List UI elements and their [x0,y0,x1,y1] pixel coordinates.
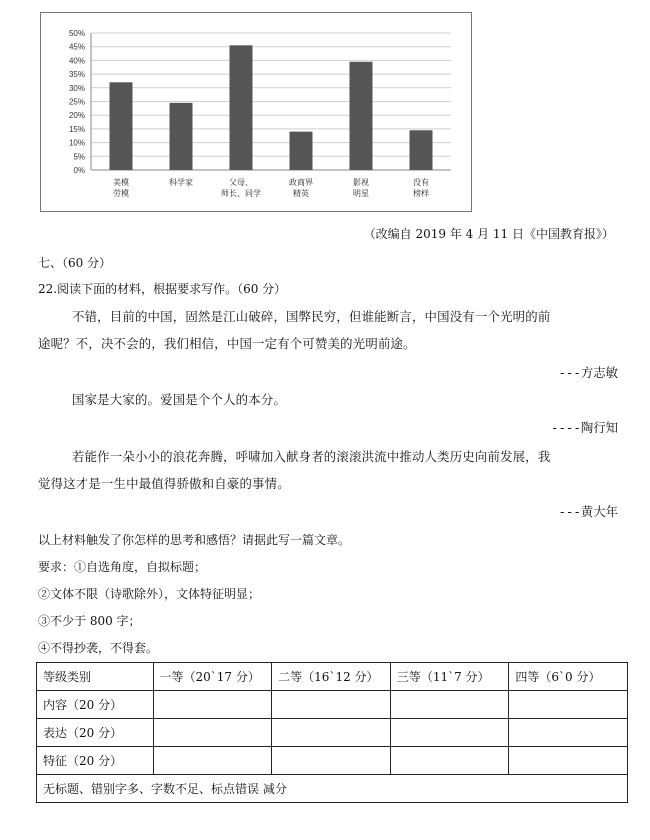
bar [110,82,133,170]
requirement-2: ②文体不限（诗歌除外），文体特征明显； [38,587,261,601]
bar [230,45,253,170]
quote-2 [38,390,618,410]
source-note: （改编自 2019 年 4 月 11 日《中国教育报》） [363,227,614,241]
grading-cell [272,747,391,775]
grading-header-cell: 一等（20`17 分） [153,663,272,691]
grading-cell [153,719,272,747]
grading-table [36,662,628,803]
grading-row [37,747,628,775]
question-heading: 22.阅读下面的材料，根据要求写作。（60 分） [38,282,287,296]
grading-header-cell: 四等（6`0 分） [509,663,628,691]
quote-2-line-1: 国家是大家的。爱国是个个人的本分。 [72,392,287,407]
grading-cell [390,747,509,775]
x-tick-label: 影视明星 [353,178,369,198]
y-tick-label: 15% [68,124,85,134]
y-tick-label: 45% [68,42,85,52]
grading-footer-row [37,775,628,803]
grading-row-label: 表达（20 分） [37,719,154,747]
requirement-1: 要求：①自选角度，自拟标题； [38,560,207,574]
x-tick-label: 科学家 [169,178,193,187]
x-tick-label: 美模劳模 [113,178,129,198]
y-tick-label: 30% [68,83,85,93]
quote-3 [38,447,618,491]
y-tick-label: 50% [68,29,85,38]
y-tick-label: 10% [68,138,85,148]
grading-header-cell: 三等（11`7 分） [390,663,509,691]
quote-1 [38,307,618,351]
requirement-3: ③不少于 800 字； [38,614,141,628]
bar [290,132,313,170]
grading-cell [390,719,509,747]
x-tick-label: 没有榜样 [413,178,429,198]
grading-row-label: 内容（20 分） [37,691,154,719]
prompt-text: 以上材料触发了你怎样的思考和感悟？请据此写一篇文章。 [38,533,351,547]
y-tick-label: 5% [73,152,85,162]
x-tick-label: 政商界精英 [289,178,313,198]
grading-cell [272,691,391,719]
y-tick-label: 25% [68,97,85,107]
x-tick-label: 父母、师长、同学 [221,178,261,198]
quote-2-author: ----陶行知 [550,420,618,435]
section-heading: 七、（60 分） [38,256,112,270]
quote-3-line-1: 若能作一朵小小的浪花奔腾，呼啸加入献身者的滚滚洪流中推动人类历史向前发展，我 [72,449,551,464]
grading-header-cell: 等级类别 [37,663,154,691]
chart-canvas [41,13,471,211]
grading-cell [153,747,272,775]
bar-chart [40,12,472,212]
grading-cell [509,691,628,719]
bar [170,103,193,170]
y-tick-label: 40% [68,56,85,66]
quote-1-line-1: 不错，目前的中国，固然是江山破碎，国弊民穷，但谁能断言，中国没有一个光明的前 [72,309,551,324]
grading-cell [153,691,272,719]
grading-cell [509,747,628,775]
quote-1-author: ---方志敏 [558,365,618,380]
quote-3-author: ---黄大年 [558,504,618,519]
grading-row [37,719,628,747]
y-tick-label: 20% [68,111,85,121]
grading-row [37,691,628,719]
y-tick-label: 35% [68,70,85,80]
grading-cell [390,691,509,719]
bar [410,130,433,170]
grading-header-cell: 二等（16`12 分） [272,663,391,691]
grading-cell [509,719,628,747]
grading-header-row [37,663,628,691]
grading-cell [272,719,391,747]
quote-1-line-2: 途呢？不，决不会的，我们相信，中国一定有个可赞美的光明前途。 [38,336,416,351]
bar [350,62,373,170]
quote-3-line-2: 觉得这才是一生中最值得骄傲和自豪的事情。 [38,476,290,491]
y-tick-label: 0% [73,166,85,175]
grading-row-label: 特征（20 分） [37,747,154,775]
requirement-4: ④不得抄袭，不得套。 [38,641,159,655]
grading-footer: 无标题、错别字多、字数不足、标点错误 减分 [37,775,628,803]
